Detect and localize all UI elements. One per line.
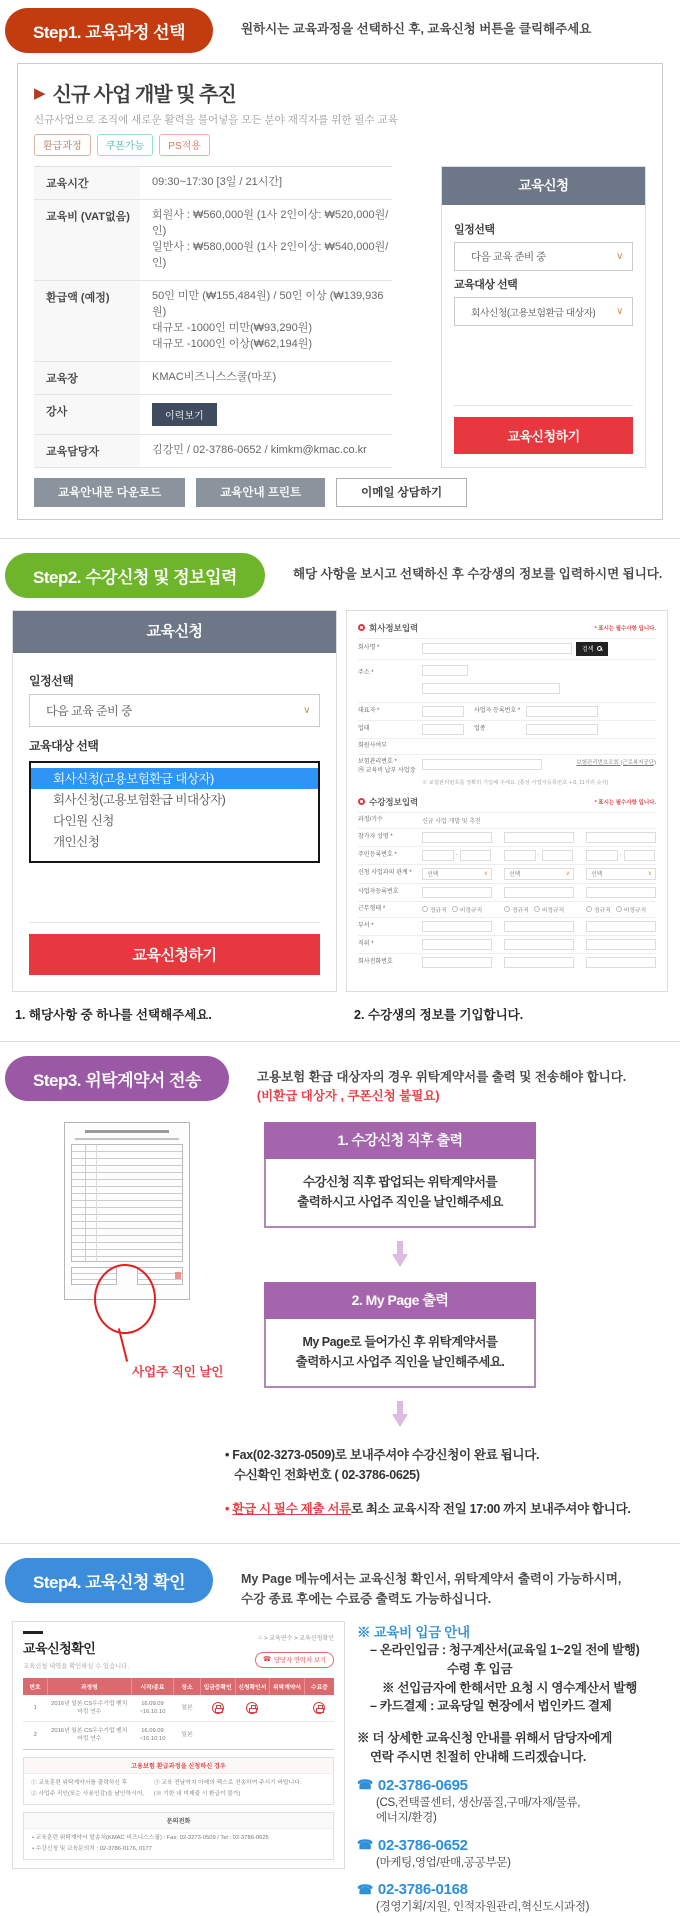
dept-input[interactable] (586, 921, 656, 932)
step1-description: 원하시는 교육과정을 선택하신 후, 교육신청 버튼을 클릭해주세요 (241, 22, 592, 36)
table-row: 교육장 KMAC비즈니스스쿨(마포) (34, 362, 392, 395)
table-row: 환급액 (예정) 50인 미만 (₩155,484원) / 50인 이상 (₩139,936원) 대규모 -1000인 미만(₩93,290원) 대규모 -1000인 이상(₩62,194원) (34, 281, 392, 362)
course-label: 과정/기수 (358, 816, 383, 823)
phone-entry: ☎ 02-3786-0652 (마케팅,영업/판매,공공부문) (357, 1836, 511, 1869)
phone-icon: ☎ (357, 1837, 373, 1853)
print-guide-button[interactable]: 교육안내 프린트 (196, 478, 325, 507)
uptae-label: 업태 (358, 725, 370, 732)
insurance-lookup-link[interactable]: 보험관리번호조회 (근로복지공단) (576, 759, 656, 766)
ceo-input[interactable] (422, 706, 464, 717)
position-input[interactable] (422, 939, 492, 950)
phone-icon: ☎ (262, 1656, 271, 1664)
step4-section (0, 1544, 680, 1915)
apply-panel-title: 교육신청 (13, 611, 336, 653)
option-individual[interactable]: 개인신청 (53, 834, 100, 849)
process-box-1-body: 수강신청 직후 팝업되는 위탁계약서를 출력하시고 사업주 직인을 날인해주세요 (264, 1159, 536, 1228)
table-row: 교육시간 09:30~17:30 [3일 / 21시간] (34, 167, 392, 200)
fax-note: • Fax(02-3273-0509)로 보내주셔야 수강신청이 완료 됩니다. (225, 1448, 540, 1463)
step3-section (0, 1042, 680, 1520)
student-name-input[interactable] (504, 832, 574, 843)
target-select[interactable]: 회사신청(고용보험환급 대상자) ∨ (454, 297, 633, 326)
step2-caption-left: 1. 해당사항 중 하나를 선택해주세요. (15, 1007, 212, 1022)
schedule-select-label: 일정선택 (454, 224, 495, 236)
radio-irregular[interactable] (616, 906, 622, 912)
step3-badge: Step3. 위탁계약서 전송 (5, 1056, 229, 1101)
chevron-down-icon: ∨ (647, 871, 652, 877)
radio-regular[interactable] (422, 906, 428, 912)
student-biznum-label: 사업자등록번호 (358, 888, 399, 895)
student-biznum-input[interactable] (504, 887, 574, 898)
student-biznum-input[interactable] (586, 887, 656, 898)
chevron-down-icon: ∨ (483, 871, 488, 877)
zipcode-input[interactable] (422, 665, 468, 676)
jumin-back-input[interactable] (542, 850, 574, 861)
insurance-note: ※ 보험관리번호를 정확히 기입해 주세요. (통상 사업자등록번호 + 0, 11자리 숫자) (422, 779, 609, 786)
student-name-label: 참가자 성명 * (358, 833, 393, 840)
chevron-down-icon: ∨ (616, 251, 623, 262)
payment-title: ※ 교육비 입금 안내 (357, 1625, 470, 1641)
apply-panel-example (12, 610, 337, 992)
bullet-ring-icon (358, 798, 365, 805)
position-label: 직위 * (358, 940, 374, 947)
jumin-label: 주민등록번호 * (358, 851, 397, 858)
step2-section (0, 539, 680, 1023)
table-row: 교육담당자 김강민 / 02-3786-0652 / kimkm@kmac.co.kr (34, 435, 392, 468)
instructor-history-button[interactable]: 이력보기 (152, 403, 217, 426)
company-phone-label: 회사전화번호 (358, 958, 393, 965)
position-input[interactable] (586, 939, 656, 950)
phone-entry: ☎ 02-3786-0168 (경영기획/지원, 인적자원관리,혁신도시과정) (357, 1881, 590, 1914)
payment-info: ※ 교육비 입금 안내 – 온라인입금 : 청구계산서(교육일 1~2일 전에 발행) 수령 후 입금 ※ 선입금자에 한해서만 요청 시 영수계산서 발행 – 카드결제 : 교육당일 현장에서 법인카드 결제 ※ 더 상세한 교육신청 안내를 위해서 담당자에게 연락 주시면 친절히 안내해 드리겠습니다. ☎ 02-3786-0695 (CS,컨택콜센터, 생산/품질,구매/자재/물류, 에너지/환경) ☎ 02-3786-0652 (마케팅,영업/판매,공공부문) ☎ 02-3786-0168 (경영기획/지원, 인적자원관리,혁신도시과정) (357, 1621, 668, 1916)
process-box-2-body: My Page로 들어가신 후 위탁계약서를 출력하시고 사업주 직인을 날인해주세요. (264, 1319, 536, 1388)
course-tags (34, 134, 646, 156)
search-icon (597, 646, 602, 651)
insurance-label: 보험관리번호 * ㉮ 교육비 납부 사업장 (358, 758, 416, 774)
worktype-label: 근무형태 * (358, 905, 386, 912)
registration-form-screenshot: 회사정보입력 * 표시는 필수사항 입니다. 회사명 * 검색 주소 * 대표자 * 사업자 등록번호 * 업태 업종 회원사여부 보험관리번호 * ㉮ 교육비 납부 사업장 보험관리번호조회 (근로복지공단) ※ 보험관리번호를 정확히 기입해 주세요. (통상 사업자등록번호 + 0, 11자리 숫자) 수강정보입력 * 표시는 필수사항 입니다. 과정/기수 신규 사업 개발 및 추진 참가자 성명 * 주민등록번호 * - - - 신청 사업과의 관계 * 선택 ∨ 선택 ∨ 선택 ∨ 사업자등록번호 근무형태 * 정규직 비정규직 정규직 비정규직 정규직 비정규직 부서 * 직위 * 회사전화번호 (346, 610, 668, 992)
red-seal-mark (175, 1272, 181, 1279)
home-icon: ⌂ (258, 1634, 263, 1641)
option-company-nonrefund[interactable]: 회사신청(고용보험환급 비대상자) (53, 792, 226, 807)
step3-notes (225, 1446, 680, 1519)
address-label: 주소 * (358, 669, 374, 676)
printer-icon[interactable] (246, 1702, 258, 1714)
required-note: * 표시는 필수사항 입니다. (594, 799, 656, 806)
phone-icon: ☎ (357, 1777, 373, 1793)
company-search-button[interactable]: 검색 (576, 642, 608, 656)
schedule-select-label: 일정선택 (29, 673, 74, 688)
jumin-back-input[interactable] (460, 850, 492, 861)
chevron-down-icon: ∨ (303, 704, 310, 716)
company-phone-input[interactable] (586, 957, 656, 968)
apply-submit-button[interactable]: 교육신청하기 (454, 417, 633, 454)
table-row: 2 2016년 일본 CS우수기업 벤치마킹 연수 16.09.09 ~16.10.10 일본 (23, 1722, 334, 1749)
down-arrow-icon (392, 1241, 408, 1269)
title-dash (23, 1631, 43, 1634)
process-box-1 (264, 1122, 536, 1228)
option-multi-person[interactable]: 다인원 신청 (53, 813, 114, 828)
tag-ps-applied: PS적용 (159, 134, 210, 156)
radio-regular[interactable] (586, 906, 592, 912)
student-info-section-title: 수강정보입력 (358, 796, 418, 808)
fax-confirm-note: 수신확인 전화번호 ( 02-3786-0625) (234, 1467, 420, 1482)
table-row: 교육비 (VAT없음) 회원사 : ₩560,000원 (1사 2인이상: ₩520,000원/인) 일반사 : ₩580,000원 (1사 2인이상: ₩540,000원/인) (34, 200, 392, 281)
dept-input[interactable] (422, 921, 492, 932)
company-phone-input[interactable] (422, 957, 492, 968)
company-phone-input[interactable] (504, 957, 574, 968)
apply-panel (441, 166, 646, 468)
apply-panel-title: 교육신청 (442, 167, 645, 205)
company-info-section-title: 회사정보입력 (358, 622, 418, 634)
step3-description: 고용보험 환급 대상자의 경우 위탁계약서를 출력 및 전송해야 합니다. (비환급 대상자 , 쿠폰신청 불필요) (257, 1056, 626, 1107)
radio-irregular[interactable] (534, 906, 540, 912)
table-row: 1 2016년 일본 CS우수기업 벤치마킹 연수 16.09.09 ~16.10.10 일본 (23, 1695, 334, 1722)
student-biznum-input[interactable] (422, 887, 492, 898)
position-input[interactable] (504, 939, 574, 950)
required-document-highlight: 환급 시 필수 제출 서류 (232, 1502, 351, 1516)
process-box-1-title: 1. 수강신청 직후 출력 (264, 1122, 536, 1159)
upjong-label: 업종 (474, 725, 486, 732)
breadcrumb: ⌂ > 교육연수 > 교육신청확인 (258, 1634, 334, 1643)
step1-section (0, 0, 680, 520)
registration-table: 번호 과정명 시작/종료 장소 입금증확인 신청확인서 위탁계약서 수료증 1 2016년 일본 CS우수기업 벤치마킹 연수 16.09.09 ~16.10.10 일본 2 2016년 일본 CS우수기업 벤치마킹 연수 16.09.09 ~16.10.10 일본 (23, 1678, 334, 1749)
step2-description: 해당 사항을 보시고 선택하신 후 수강생의 정보를 입력하시면 됩니다. (292, 566, 663, 581)
target-options-listbox (29, 761, 320, 863)
contact-note: ※ 더 상세한 교육신청 안내를 위해서 담당자에게 연락 주시면 친절히 안내해 드리겠습니다. (357, 1731, 612, 1764)
upjong-input[interactable] (526, 724, 598, 735)
dept-label: 부서 * (358, 922, 374, 929)
schedule-select[interactable]: 다음 교육 준비 중 ∨ (29, 694, 320, 727)
stamp-annotation: 사업주 직인 날인 (132, 1365, 224, 1380)
relation-label: 신청 사업과의 관계 * (358, 870, 412, 876)
relation-select[interactable]: 선택 ∨ (504, 868, 574, 880)
confirm-page-subtitle: 교육신청 내역을 확인하실 수 있습니다. (23, 1663, 130, 1671)
jumin-front-input[interactable] (422, 850, 454, 861)
table-row: 강사 이력보기 (34, 395, 392, 435)
chevron-down-icon: ∨ (616, 306, 623, 317)
divider (454, 405, 633, 406)
tag-coupon-available: 쿠폰가능 (97, 134, 154, 156)
phone-entry: ☎ 02-3786-0695 (CS,컨택콜센터, 생산/품질,구매/자재/물류, 에너지/환경) (357, 1776, 581, 1825)
schedule-select[interactable]: 다음 교육 준비 중 ∨ (454, 242, 633, 271)
target-select-label: 교육대상 선택 (454, 279, 518, 291)
confirm-page-title: 교육신청확인 (23, 1641, 96, 1657)
company-name-input[interactable] (422, 643, 572, 654)
tag-refund-course: 환급과정 (34, 134, 91, 156)
printer-icon[interactable] (313, 1702, 325, 1714)
jumin-back-input[interactable] (624, 850, 656, 861)
inquiry-title: 문의전화 (24, 1813, 333, 1829)
phone-icon: ☎ (357, 1881, 373, 1897)
dept-input[interactable] (504, 921, 574, 932)
apply-submit-button[interactable]: 교육신청하기 (29, 934, 320, 975)
student-name-input[interactable] (586, 832, 656, 843)
step4-badge: Step4. 교육신청 확인 (5, 1558, 213, 1603)
step1-badge: Step1. 교육과정 선택 (5, 8, 213, 53)
ceo-label: 대표자 * (358, 707, 380, 714)
relation-select[interactable]: 선택 ∨ (422, 868, 492, 880)
process-box-2-title: 2. My Page 출력 (264, 1282, 536, 1319)
student-name-input[interactable] (422, 832, 492, 843)
divider (29, 922, 320, 923)
email-consult-button[interactable]: 이메일 상담하기 (336, 478, 467, 507)
radio-irregular[interactable] (452, 906, 458, 912)
jumin-front-input[interactable] (586, 850, 618, 861)
course-box (17, 63, 663, 520)
biznum-input[interactable] (526, 706, 598, 717)
biznum-label: 사업자 등록번호 * (474, 707, 521, 714)
play-icon: ▶ (34, 84, 46, 102)
download-guide-button[interactable]: 교육안내문 다운로드 (34, 478, 185, 507)
printer-icon[interactable] (212, 1702, 224, 1714)
down-arrow-icon (392, 1401, 408, 1429)
contact-info-button[interactable]: ☎ 담당자 연락처 보기 (255, 1652, 334, 1668)
inquiry-box: 문의전화 • 교육훈련 위탁계약서 발송처(KMAC 비즈니스스쿨) : Fax: 02-3273-0509 / Tel : 02-3786-0625 • 수강신청 및 교육문의처 : 02-3786-0176, 0177 (23, 1812, 334, 1860)
company-name-label: 회사명 * (358, 645, 380, 651)
refund-document-note: • 환급 시 필수 제출 서류로 최소 교육시작 전일 17:00 까지 보내주셔야 합니다. (225, 1502, 631, 1516)
required-note: * 표시는 필수사항 입니다. (594, 625, 656, 632)
step2-caption-right: 2. 수강생의 정보를 기입합니다. (354, 1007, 524, 1022)
course-value: 신규 사업 개발 및 추진 (422, 818, 481, 825)
target-select-label: 교육대상 선택 (29, 738, 99, 753)
membership-label: 회원사여부 (358, 742, 387, 749)
insurance-input[interactable] (422, 759, 542, 770)
relation-select[interactable]: 선택 ∨ (586, 868, 656, 880)
bullet-ring-icon (358, 624, 365, 631)
process-box-2 (264, 1282, 536, 1388)
red-circle-highlight (94, 1264, 156, 1334)
contract-document-thumbnail (64, 1122, 260, 1442)
address-input[interactable] (422, 683, 560, 694)
course-info-table (34, 166, 392, 468)
chevron-down-icon: ∨ (565, 871, 570, 877)
step2-badge: Step2. 수강신청 및 정보입력 (5, 553, 265, 598)
uptae-input[interactable] (422, 724, 464, 735)
option-company-refund[interactable]: 회사신청(고용보험환급 대상자) (31, 768, 318, 789)
mypage-screenshot (12, 1621, 345, 1869)
course-title: 신규 사업 개발 및 추진 (52, 84, 236, 106)
jumin-front-input[interactable] (504, 850, 536, 861)
course-subtitle: 신규사업으로 조직에 새로운 활력을 불어넣을 모든 분야 재직자를 위한 필수 교육 (34, 114, 398, 126)
refund-notice-box: 고용보험 환급과정을 신청하신 경우 ① 교육훈련 위탁계약서를 출력하신 후 ② 사업주 직인(또는 사용인감)을 날인하시어, ③ 교육 전날까지 아래의 팩스로 전송하여 주시기 바랍니다. (※ 기한 내 미제출 시 환급이 불가) (23, 1757, 334, 1805)
step3-description-warning: (비환급 대상자 , 쿠폰신청 불필요) (256, 1088, 440, 1103)
radio-regular[interactable] (504, 906, 510, 912)
step4-description: My Page 메뉴에서는 교육신청 확인서, 위탁계약서 출력이 가능하시며, 수강 종료 후에는 수료증 출력도 가능하십니다. (241, 1572, 622, 1606)
refund-notice-title: 고용보험 환급과정을 신청하신 경우 (24, 1758, 333, 1774)
